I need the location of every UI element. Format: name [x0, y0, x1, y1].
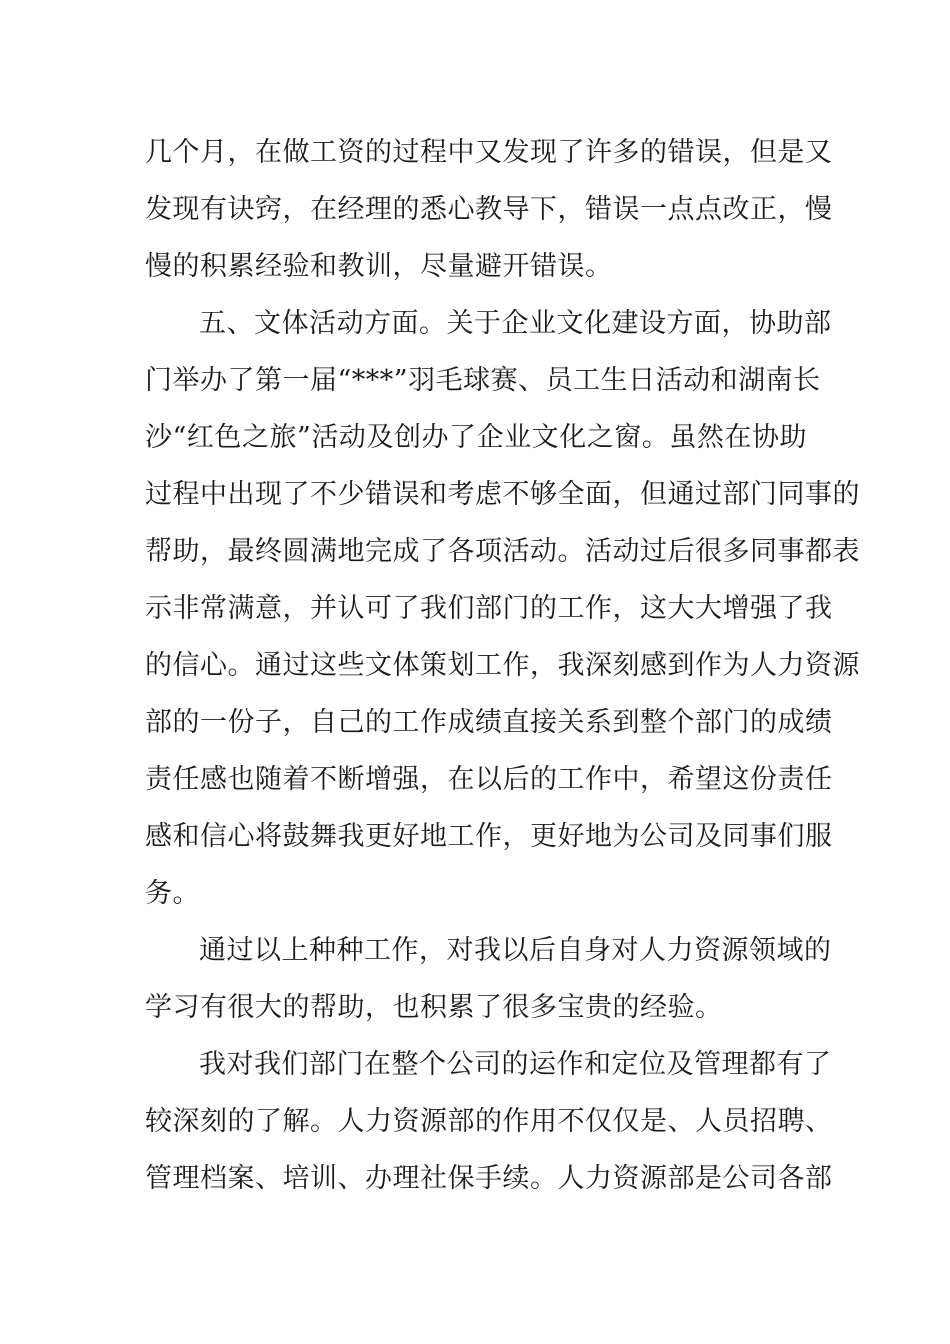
text-line: 责任感也随着不断增强，在以后的工作中，希望这份责任: [145, 764, 833, 795]
text-line: 帮助，最终圆满地完成了各项活动。活动过后很多同事都表: [145, 536, 860, 567]
text-line: 过程中出现了不少错误和考虑不够全面，但通过部门同事的: [145, 479, 860, 510]
text-line: 示非常满意，并认可了我们部门的工作，这大大增强了我: [145, 593, 833, 624]
text-line: 务。: [145, 878, 200, 909]
text-line: 的信心。通过这些文体策划工作，我深刻感到作为人力资源: [145, 650, 860, 681]
text-line: 发现有诀窍，在经理的悉心教导下，错误一点点改正，慢: [145, 194, 833, 225]
text-line: 管理档案、培训、办理社保手续。人力资源部是公司各部: [145, 1163, 833, 1194]
text-line: 学习有很大的帮助，也积累了很多宝贵的经验。: [145, 992, 723, 1023]
paragraph-first-line: 通过以上种种工作，对我以后自身对人力资源领域的: [199, 935, 832, 966]
text-line: 部的一份子，自己的工作成绩直接关系到整个部门的成绩: [145, 707, 833, 738]
text-line: 几个月，在做工资的过程中又发现了许多的错误，但是又: [145, 137, 833, 168]
paragraph-first-line: 我对我们部门在整个公司的运作和定位及管理都有了: [199, 1049, 832, 1080]
text-line: 较深刻的了解。人力资源部的作用不仅仅是、人员招聘、: [145, 1106, 833, 1137]
text-line: 沙“红色之旅”活动及创办了企业文化之窗。虽然在协助: [145, 422, 807, 453]
text-line: 慢的积累经验和教训，尽量避开错误。: [145, 251, 613, 282]
text-line: 门举办了第一届“***”羽毛球赛、员工生日活动和湖南长: [145, 365, 821, 396]
text-line: 感和信心将鼓舞我更好地工作，更好地为公司及同事们服: [145, 821, 833, 852]
paragraph-first-line: 五、文体活动方面。关于企业文化建设方面，协助部: [199, 308, 832, 339]
